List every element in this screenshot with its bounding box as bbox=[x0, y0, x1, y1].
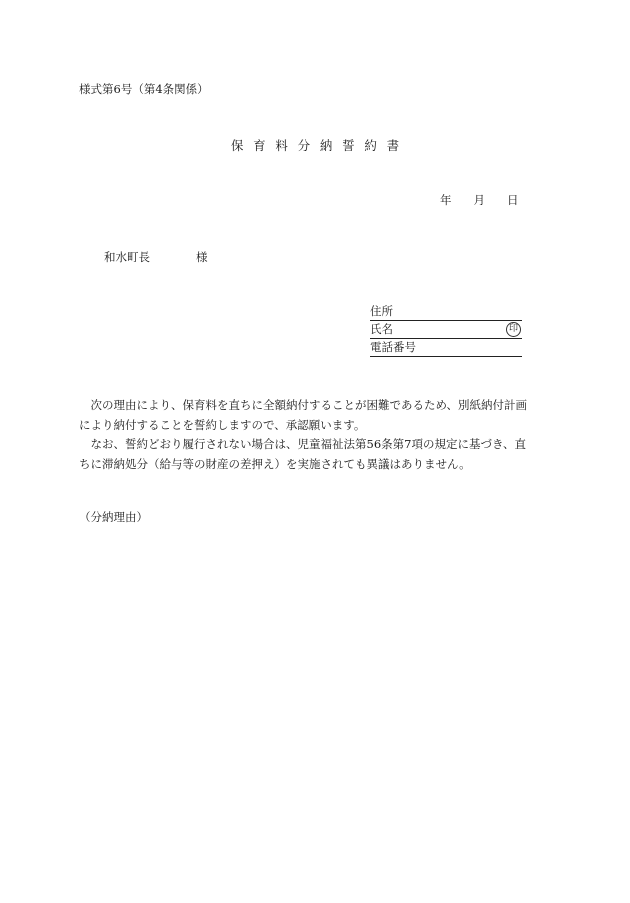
document-title: 保育料分納誓約書 bbox=[230, 138, 409, 153]
name-label: 氏名 bbox=[370, 322, 393, 336]
seal-mark-icon: 印 bbox=[506, 322, 521, 337]
reason-label: （分納理由） bbox=[79, 510, 148, 524]
date-month-label: 月 bbox=[473, 193, 485, 207]
date-year-label: 年 bbox=[440, 193, 452, 207]
pledge-paragraph-2: なお、誓約どおり履行されない場合は、児童福祉法第56条第7項の規定に基づき、直ちに滞納処分（給与等の財産の差押え）を実施されても異議はありません。 bbox=[79, 437, 526, 471]
addressee-honorific: 様 bbox=[196, 250, 208, 264]
phone-label: 電話番号 bbox=[370, 340, 416, 354]
form-number: 様式第6号（第4条関係） bbox=[79, 82, 209, 96]
phone-field bbox=[370, 339, 522, 357]
pledge-body bbox=[79, 396, 529, 474]
date-row bbox=[440, 192, 519, 208]
addressee-name: 和水町長 bbox=[104, 250, 150, 264]
address-label: 住所 bbox=[370, 304, 393, 318]
addressee bbox=[104, 249, 208, 265]
pledge-paragraph-1: 次の理由により、保育料を直ちに全額納付することが困難であるため、別紙納付計画により納付することを誓約しますので、承認願います。 bbox=[79, 398, 528, 432]
name-field bbox=[370, 321, 522, 339]
address-field bbox=[370, 303, 522, 321]
date-day-label: 日 bbox=[507, 193, 519, 207]
